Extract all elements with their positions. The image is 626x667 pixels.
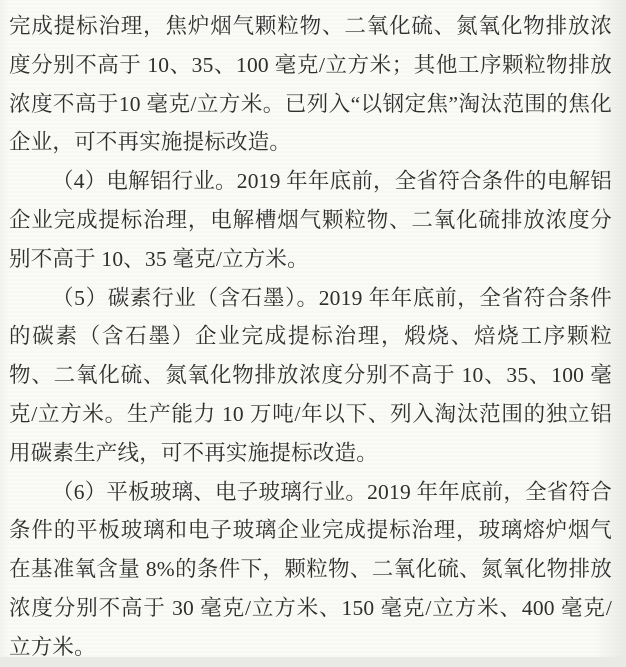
paragraph-4-electrolytic-aluminum: （4）电解铝行业。2019 年年底前，全省符合条件的电解铝企业完成提标治理，电解槽烟气颗粒物、二氧化硫排放浓度分别不高于 10、35 毫克/立方米。 bbox=[9, 169, 612, 271]
paragraph-coking-continued: 完成提标治理，焦炉烟气颗粒物、二氧化硫、氮氧化物排放浓度分别不高于 10、35、100 毫克/立方米；其他工序颗粒物排放浓度不高于10 毫克/立方米。已列入“以钢定焦”淘汰范围的焦化企业，可不再实施提标改造。 bbox=[9, 14, 612, 155]
paragraph-6-flat-electronic-glass: （6）平板玻璃、电子玻璃行业。2019 年年底前，全省符合条件的平板玻璃和电子玻璃企业完成提标治理，玻璃熔炉烟气在基准氧含量 8%的条件下，颗粒物、二氧化硫、氮氧化物排放浓度分别不高于 30 毫克/立方米、150 毫克/立方米、400 毫克/立方米。 bbox=[9, 479, 612, 659]
paragraph-5-carbon-graphite: （5）碳素行业（含石墨）。2019 年年底前，全省符合条件的碳素（含石墨）企业完成提标治理，煅烧、焙烧工序颗粒物、二氧化硫、氮氧化物排放浓度分别不高于 10、35、100 毫克/立方米。生产能力 10 万吨/年以下、列入淘汰范围的独立铝用碳素生产线，可不再实施提标改造。 bbox=[9, 285, 612, 465]
